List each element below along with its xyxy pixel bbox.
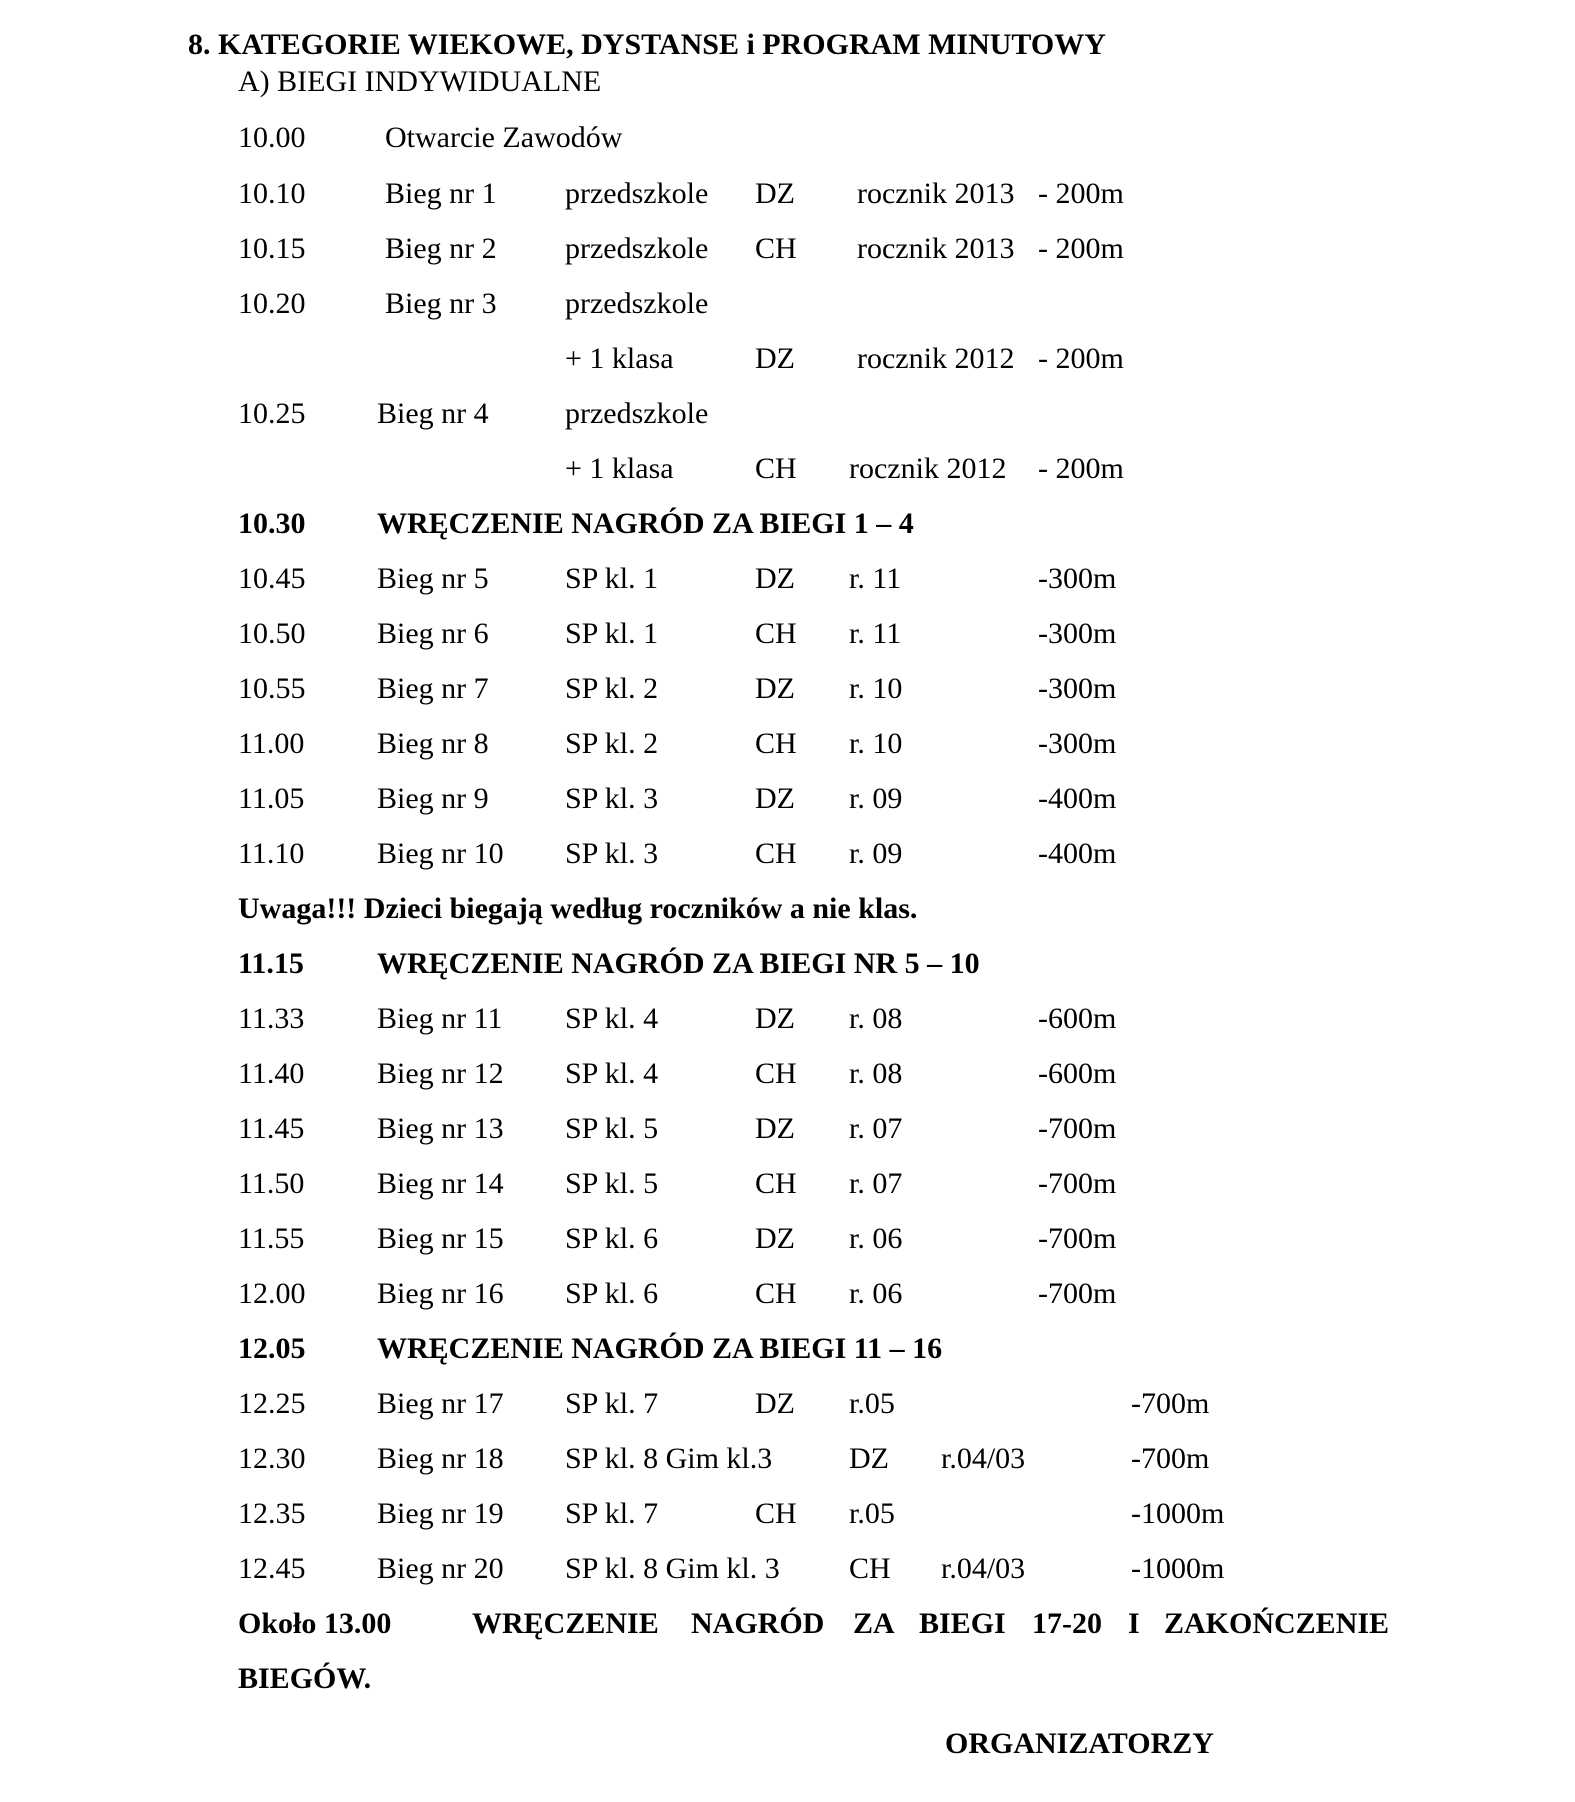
time: 12.30 [238, 1442, 306, 1475]
final-time: Około 13.00 [238, 1607, 392, 1640]
race-number: Bieg nr 19 [377, 1497, 504, 1530]
time: 10.45 [238, 562, 306, 595]
birth-year: r. 09 [849, 837, 903, 870]
distance: -700m [1038, 1277, 1117, 1310]
distance: -300m [1038, 672, 1117, 705]
distance: -300m [1038, 727, 1117, 760]
category: SP kl. 2 [565, 672, 659, 705]
section-subheading: A) BIEGI INDYWIDUALNE [238, 65, 602, 98]
birth-year: rocznik 2013 [857, 177, 1015, 210]
category: SP kl. 7 [565, 1497, 659, 1530]
distance: -700m [1131, 1387, 1210, 1420]
birth-year: r. 07 [849, 1112, 903, 1145]
category: SP kl. 6 [565, 1277, 659, 1310]
time: 10.55 [238, 672, 306, 705]
category: SP kl. 8 Gim kl.3 [565, 1442, 773, 1475]
distance: -700m [1038, 1222, 1117, 1255]
time: 11.45 [238, 1112, 305, 1145]
gender: DZ [755, 672, 795, 705]
gender: CH [755, 727, 797, 760]
distance: - 200m [1038, 452, 1124, 485]
birth-year: r.04/03 [941, 1442, 1026, 1475]
category: + 1 klasa [565, 342, 674, 375]
time: 10.25 [238, 397, 306, 430]
race-number: Bieg nr 12 [377, 1057, 504, 1090]
awards-ceremony: WRĘCZENIE NAGRÓD ZA BIEGI 1 – 4 [377, 507, 914, 540]
race-number: Bieg nr 11 [377, 1002, 503, 1035]
category: SP kl. 4 [565, 1057, 659, 1090]
final-word: NAGRÓD [691, 1607, 825, 1640]
category: przedszkole [565, 397, 709, 430]
time: 11.00 [238, 727, 305, 760]
distance: - 200m [1038, 177, 1124, 210]
race-number: Bieg nr 9 [377, 782, 489, 815]
time: 11.50 [238, 1167, 305, 1200]
race-number: Bieg nr 6 [377, 617, 489, 650]
distance: -400m [1038, 782, 1117, 815]
time: 10.10 [238, 177, 306, 210]
birth-year: rocznik 2013 [857, 232, 1015, 265]
distance: -700m [1131, 1442, 1210, 1475]
category: przedszkole [565, 177, 709, 210]
time: 10.00 [238, 121, 306, 154]
gender: DZ [755, 177, 795, 210]
birth-year: r. 10 [849, 727, 903, 760]
gender: DZ [755, 562, 795, 595]
race-number: Bieg nr 17 [377, 1387, 504, 1420]
race-number: Bieg nr 15 [377, 1222, 504, 1255]
gender: CH [755, 837, 797, 870]
category: SP kl. 5 [565, 1112, 659, 1145]
time: 11.33 [238, 1002, 305, 1035]
distance: -300m [1038, 617, 1117, 650]
distance: -300m [1038, 562, 1117, 595]
distance: -700m [1038, 1167, 1117, 1200]
time: 12.35 [238, 1497, 306, 1530]
gender: DZ [755, 1112, 795, 1145]
category: SP kl. 5 [565, 1167, 659, 1200]
birth-year: rocznik 2012 [849, 452, 1007, 485]
category: SP kl. 4 [565, 1002, 659, 1035]
time: 10.30 [238, 507, 306, 540]
event-name: Otwarcie Zawodów [385, 121, 623, 154]
race-number: Bieg nr 2 [385, 232, 497, 265]
distance: -1000m [1131, 1497, 1225, 1530]
time: 11.40 [238, 1057, 305, 1090]
gender: CH [755, 617, 797, 650]
time: 11.05 [238, 782, 305, 815]
birth-year: r. 06 [849, 1222, 903, 1255]
race-number: Bieg nr 13 [377, 1112, 504, 1145]
signature: ORGANIZATORZY [945, 1727, 1214, 1760]
race-number: Bieg nr 18 [377, 1442, 504, 1475]
birth-year: r. 08 [849, 1002, 903, 1035]
section-heading: 8. KATEGORIE WIEKOWE, DYSTANSE i PROGRAM MINUTOWY [188, 28, 1106, 61]
time: 10.50 [238, 617, 306, 650]
race-number: Bieg nr 1 [385, 177, 497, 210]
distance: - 200m [1038, 342, 1124, 375]
gender: DZ [755, 1002, 795, 1035]
final-word: BIEGI [919, 1607, 1006, 1640]
category: SP kl. 3 [565, 782, 659, 815]
category: SP kl. 1 [565, 617, 659, 650]
race-number: Bieg nr 14 [377, 1167, 504, 1200]
race-number: Bieg nr 4 [377, 397, 489, 430]
race-number: Bieg nr 10 [377, 837, 504, 870]
final-last-line: BIEGÓW. [238, 1662, 372, 1695]
time: 10.20 [238, 287, 306, 320]
final-word: 17-20 [1032, 1607, 1102, 1640]
gender: DZ [755, 342, 795, 375]
birth-year: r. 07 [849, 1167, 903, 1200]
category: przedszkole [565, 287, 709, 320]
birth-year: rocznik 2012 [857, 342, 1015, 375]
awards-ceremony: WRĘCZENIE NAGRÓD ZA BIEGI 11 – 16 [377, 1332, 943, 1365]
category: SP kl. 7 [565, 1387, 659, 1420]
race-number: Bieg nr 7 [377, 672, 489, 705]
time: 12.05 [238, 1332, 306, 1365]
category: SP kl. 3 [565, 837, 659, 870]
time: 11.15 [238, 947, 304, 980]
time: 11.10 [238, 837, 305, 870]
gender: CH [755, 1497, 797, 1530]
awards-ceremony: WRĘCZENIE NAGRÓD ZA BIEGI NR 5 – 10 [377, 947, 980, 980]
time: 10.15 [238, 232, 306, 265]
final-word: I [1128, 1607, 1140, 1640]
race-number: Bieg nr 16 [377, 1277, 504, 1310]
distance: -600m [1038, 1002, 1117, 1035]
birth-year: r. 11 [849, 562, 902, 595]
gender: DZ [755, 1222, 795, 1255]
category: SP kl. 2 [565, 727, 659, 760]
birth-year: r. 11 [849, 617, 902, 650]
gender: CH [755, 232, 797, 265]
gender: DZ [755, 782, 795, 815]
distance: -600m [1038, 1057, 1117, 1090]
final-word: WRĘCZENIE [472, 1607, 659, 1640]
distance: -400m [1038, 837, 1117, 870]
category: SP kl. 1 [565, 562, 659, 595]
birth-year: r. 10 [849, 672, 903, 705]
gender: DZ [755, 1387, 795, 1420]
time: 12.45 [238, 1552, 306, 1585]
category: + 1 klasa [565, 452, 674, 485]
birth-year: r. 08 [849, 1057, 903, 1090]
race-number: Bieg nr 20 [377, 1552, 504, 1585]
time: 11.55 [238, 1222, 305, 1255]
gender: DZ [849, 1442, 889, 1475]
gender: CH [755, 1277, 797, 1310]
category: SP kl. 8 Gim kl. 3 [565, 1552, 780, 1585]
birth-year: r.04/03 [941, 1552, 1026, 1585]
birth-year: r. 06 [849, 1277, 903, 1310]
race-number: Bieg nr 5 [377, 562, 489, 595]
final-word: ZA [853, 1607, 895, 1640]
time: 12.00 [238, 1277, 306, 1310]
distance: - 200m [1038, 232, 1124, 265]
time: 12.25 [238, 1387, 306, 1420]
final-word: ZAKOŃCZENIE [1164, 1607, 1390, 1640]
gender: CH [755, 1057, 797, 1090]
gender: CH [849, 1552, 891, 1585]
race-number: Bieg nr 3 [385, 287, 497, 320]
birth-year: r.05 [849, 1387, 895, 1420]
distance: -1000m [1131, 1552, 1225, 1585]
gender: CH [755, 1167, 797, 1200]
birth-year: r. 09 [849, 782, 903, 815]
category: przedszkole [565, 232, 709, 265]
race-number: Bieg nr 8 [377, 727, 489, 760]
gender: CH [755, 452, 797, 485]
distance: -700m [1038, 1112, 1117, 1145]
note: Uwaga!!! Dzieci biegają według roczników a nie klas. [238, 892, 918, 925]
category: SP kl. 6 [565, 1222, 659, 1255]
birth-year: r.05 [849, 1497, 895, 1530]
